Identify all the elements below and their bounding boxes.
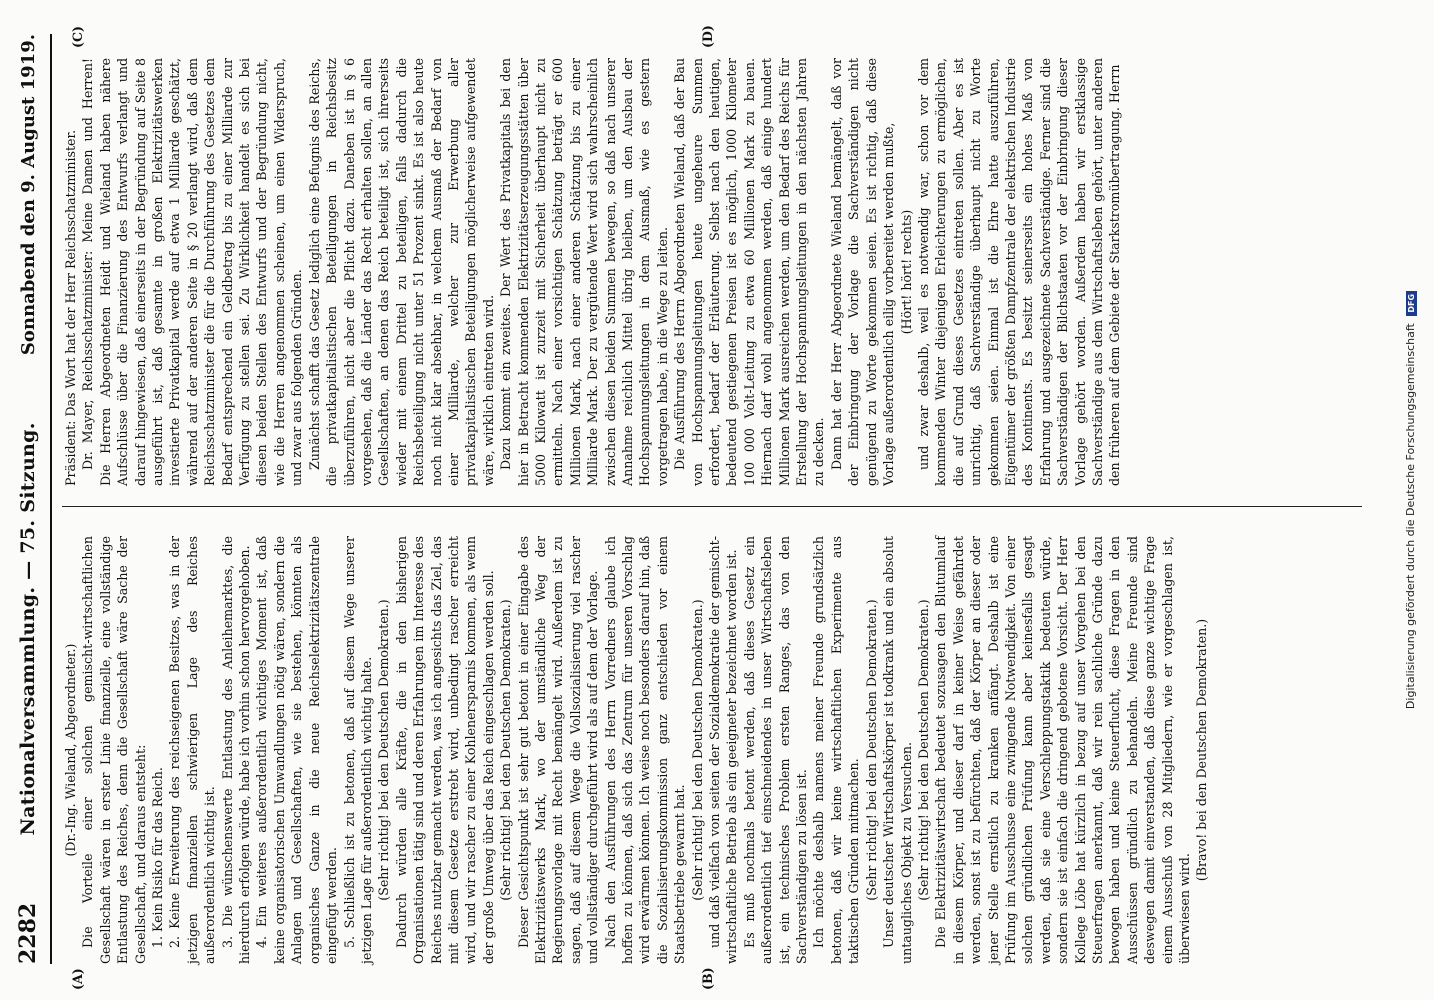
paragraph: Präsident: Das Wort hat der Herr Reichsschatzminister. <box>63 129 78 486</box>
paragraph: 1. Kein Risiko für das Reich. <box>150 767 166 948</box>
margin-marker-d: (D) <box>700 25 715 48</box>
paragraph: Dazu kommt ein zweites. Der Wert des Privatkapitals bei den hier in Betracht kommenden Elektrizitätserzeugungsstätten über 5000 Kilowatt ist zurzeit mit Sicherheit überhaupt nicht zu ermitteln. Nach einer vorsichtigen Schätzung beträgt er 600 Millionen Mark, nach einer anderen Schätzung bis zu einer Milliarde Mark. Der zu vergütende Wert wird sich wahrscheinlich zwischen diesen beiden Summen bewegen, so daß nach unserer Annahme reichlich Mittel übrig bleiben, um den Ausbau der Hochspannungsleitungen in dem Ausmaß, wie es gestern vorgetragen habe, in die Wege zu leiten. <box>498 58 670 486</box>
column-divider <box>62 506 1362 507</box>
digitization-credit <box>1404 0 1417 1000</box>
paragraph: 5. Schließlich ist zu betonen, daß auf diesem Wege unserer jetzigen Lage für außerordentlich wichtig halte. <box>341 536 374 964</box>
right-text-column <box>62 58 1124 486</box>
paragraph: Die Ausführung des Herrn Abgeordneten Wieland, daß der Bau von Hochspannungsleitungen heute ungeheure Summen erfordert, bedarf der Erläuterung. Selbst nach den heutigen, bedeutend gestiegenen Preisen ist es möglich, 1000 Kilometer 100 000 Volt-Leitung zu etwa 60 Millionen Mark zu bauen. Hiernach darf wohl angenommen werden, daß einige hundert Millionen Mark ausreichen werden, um den Bedarf des Reichs für Erstellung der Hochspannungsleitungen in den nächsten Jahren zu decken. <box>672 58 827 486</box>
paragraph: Ich möchte deshalb namens meiner Freunde grundsätzlich betonen, daß wir keine wirtschaftlichen Experimente aus taktischen Gründen mitmachen. <box>811 536 862 964</box>
paragraph: 4. Ein weiteres außerordentlich wichtiges Moment ist, daß keine organisatorischen Umwandlungen nötig wären, sondern die Anlagen und Gesellschaften, wie sie bestehen, könnten als organisches Ganze in die neue Reichselektrizitätszentrale eingefügt werden. <box>254 536 340 964</box>
paragraph: Dieser Gesichtspunkt ist sehr gut betont in einer Eingabe des Elektrizitätswerks Mark, wo der umständliche Weg der Regierungsvorlage mit Recht bemängelt wird. Außerdem ist zu sagen, daß auf diesem Wege die Vollsozialisierung viel rascher und vollständiger durchgeführt wird als auf dem der Vorlage. <box>515 536 601 964</box>
paragraph: (Sehr richtig! bei den Deutschen Demokraten.) <box>863 599 879 901</box>
paragraph: Dr. Mayer, Reichsschatzminister: Meine Damen und Herren! Die Herren Abgeordneten Heidt und Wieland haben nähere Aufschlüsse über die Finanzierung des Entwurfs verlangt und darauf hingewiesen, daß einerseits in der Begründung auf Seite 8 ausgeführt ist, daß gesamte in großen Elektrizitätswerken investierte Privatkapital werde auf etwa 1 Milliarde geschätzt, während auf der anderen Seite in § 20 verlangt wird, daß dem Reichsschatzminister die für die Durchführung des Gesetzes dem Bedarf entsprechend ein Geldbetrag bis zu einer Milliarde zur Verfügung zu stellen sei. Zu Wirklichkeit handelt es sich bei diesen beiden Stellen des Entwurfs und der Begründung nicht, wie die Herren angenommen scheinen, um einen Widerspruch, und zwar aus folgenden Gründen. <box>80 58 305 486</box>
paragraph: Dadurch würden alle Kräfte, die in den bisherigen Organisationen tätig sind und deren Erfahrungen im Interesse des Reiches nutzbar gemacht werden, was ich angesichts das Ziel, das mit diesem Gesetze erstrebt wird, unbedingt rascher erreicht wird, und wir rascher zu einer Kohlenersparnis kommen, als wenn der große Umweg über das Reich eingeschlagen werden soll. <box>393 536 496 964</box>
paragraph: und daß vielfach von seiten der Sozialdemokratie der gemischt-wirtschaftliche Betrieb als ein geeigneter bezeichnet worden ist. <box>707 536 740 964</box>
paragraph: Die Elektrizitätswirtschaft bedeutet sozusagen den Blutumlauf in diesem Körper, und dieser darf in keiner Weise gefährdet werden, sonst ist zu befürchten, daß der Körper an dieser oder jener Stelle ernstlich zu kranken anfängt. Deshalb ist eine Prüfung im Ausschusse eine zwingende Notwendigkeit. Von einer solchen gründlichen Prüfung kann aber keinesfalls gesagt werden, daß sie eine Verschleppungstaktik bedeuten würde, sondern sie ist einfach die dringend gebotene Vorsicht. Der Herr Kollege Löbe hat kürzlich in bezug auf unser Vorgehen bei den Steuerfragen anerkannt, daß wir rein sachliche Gründe dazu bewogen haben und keine Steuerflucht, diese Fragen in den Ausschüssen gründlich zu behandeln. Meine Freunde sind deswegen damit einverstanden, daß diese ganze wichtige Frage einem Ausschuß von 28 Mitgliedern, wie er vorgeschlagen ist, überwiesen wird. <box>933 536 1192 964</box>
paragraph: (Sehr richtig! bei den Deutschen Demokraten.) <box>915 599 931 901</box>
dfg-logo: DFG <box>1406 291 1417 316</box>
margin-marker-b: (B) <box>700 967 715 990</box>
paragraph: Zunächst schafft das Gesetz lediglich eine Befugnis des Reichs, die privatkapitalistischen Beteiligungen in Reichsbesitz überzuführen, nicht aber die Pflicht dazu. Daneben ist in § 6 vorgesehen, daß die Länder das Recht erhalten sollen, an allen Gesellschaften, an denen das Reich beteiligt ist, sich ihrerseits wieder mit einem Drittel zu beteiligen, falls dadurch die Reichsbeteiligung nicht unter 51 Prozent sinkt. Es ist also heute noch nicht klar absehbar, in welchem Ausmaß der Bedarf von einer Milliarde, welcher zur Erwerbung aller privatkapitalistischen Beteiligungen möglicherweise aufgewendet wäre, wirklich eintreten wird. <box>306 58 496 486</box>
left-text-column <box>62 536 1211 964</box>
margin-marker-a: (A) <box>70 968 85 990</box>
session-title: Nationalversammlung. — 75. Sitzung. <box>17 422 39 836</box>
paragraph: und zwar deshalb, weil es notwendig war, schon vor dem kommenden Winter diejenigen Erleichterungen zu ermöglichen, die auf Grund dieses Gesetzes eintreten sollen. Aber es ist unrichtig, daß Sachverständige überhaupt nicht zu Worte gekommen seien. Einmal ist die Ehre hatte auszuführen, Eigentümer der größten Dampfzentrale der elektrischen Industrie des Kontinents. Es besitzt seinerseits ein hohes Maß von Erfahrung und ausgezeichnete Sachverständige. Ferner sind die Sachverständigen der Bilchstaaten vor der Einbringung dieser Vorlage gehört worden. Außerdem haben wir erstklassige Sachverständige aus dem Wirtschaftsleben gehört, unter anderen den früheren auf dem Gebiete der Starkstromübertragung. Herrn <box>915 58 1123 486</box>
credit-text: Digitalisierung gefördert durch die Deutsche Forschungsgemeinschaft <box>1404 323 1417 710</box>
paragraph: (Hört! hört! rechts) <box>898 209 914 335</box>
margin-marker-c: (C) <box>70 26 85 48</box>
paragraph: Nach den Ausführungen des Herrn Vorredners glaube ich hoffen zu können, daß sich das Zentrum für unseren Vorschlag wird erwärmen können. Ich weise noch besonders darauf hin, daß die Sozialisierungskommission ganz entschieden vor einem Staatsbetriebe gewarnt hat. <box>602 536 688 964</box>
paragraph: Unser deutscher Wirtschaftskörper ist todkrank und ein absolut untaugliches Objekt zu Versuchen. <box>881 536 914 964</box>
paragraph: 2. Keine Erweiterung des reichseigenen Besitzes, was in der jetzigen finanziellen schwierigen Lage des Reiches außerordentlich wichtig ist. <box>167 536 218 964</box>
paragraph: 3. Die wünschenswerte Entlastung des Anleihemarktes, die hierdurch erfolgen würde, habe ich vorhin schon hervorgehoben. <box>219 536 253 964</box>
paragraph: (Bravo! bei den Deutschen Demokraten.) <box>1194 618 1210 882</box>
paragraph: (Sehr richtig! bei den Deutschen Demokraten.) <box>498 599 514 901</box>
paragraph: (Dr.-Ing. Wieland, Abgeordneter.) <box>63 643 78 857</box>
page-header <box>6 34 52 964</box>
paragraph: Dann hat der Herr Abgeordnete Wieland bemängelt, daß vor der Einbringung der Vorlage die Sachverständigen nicht genügend zu Worte gekommen seien. Es ist richtig, daß diese Vorlage außerordentlich eilig vorbereitet werden mußte, <box>828 58 897 486</box>
page-number: 2282 <box>15 902 41 964</box>
session-date: Sonnabend den 9. August 1919. <box>17 34 39 356</box>
paragraph: (Sehr richtig! bei den Deutschen Demokraten.) <box>376 599 392 901</box>
paragraph: Es muß nochmals betont werden, daß dieses Gesetz ein außerordentlich tief einschneidendes in unser Wirtschaftsleben ist, ein technisches Problem ersten Ranges, das von den Sachverständigen zu lösen ist. <box>741 536 810 964</box>
paragraph: Die Vorteile einer solchen gemischt-wirtschaftlichen Gesellschaft wären in erster Linie finanzielle, eine vollständige Entlastung des Reiches, denn die Gesellschaft wäre Sache der Gesellschaft, und daraus entsteht: <box>80 536 148 964</box>
paragraph: (Sehr richtig! bei den Deutschen Demokraten.) <box>689 599 705 901</box>
